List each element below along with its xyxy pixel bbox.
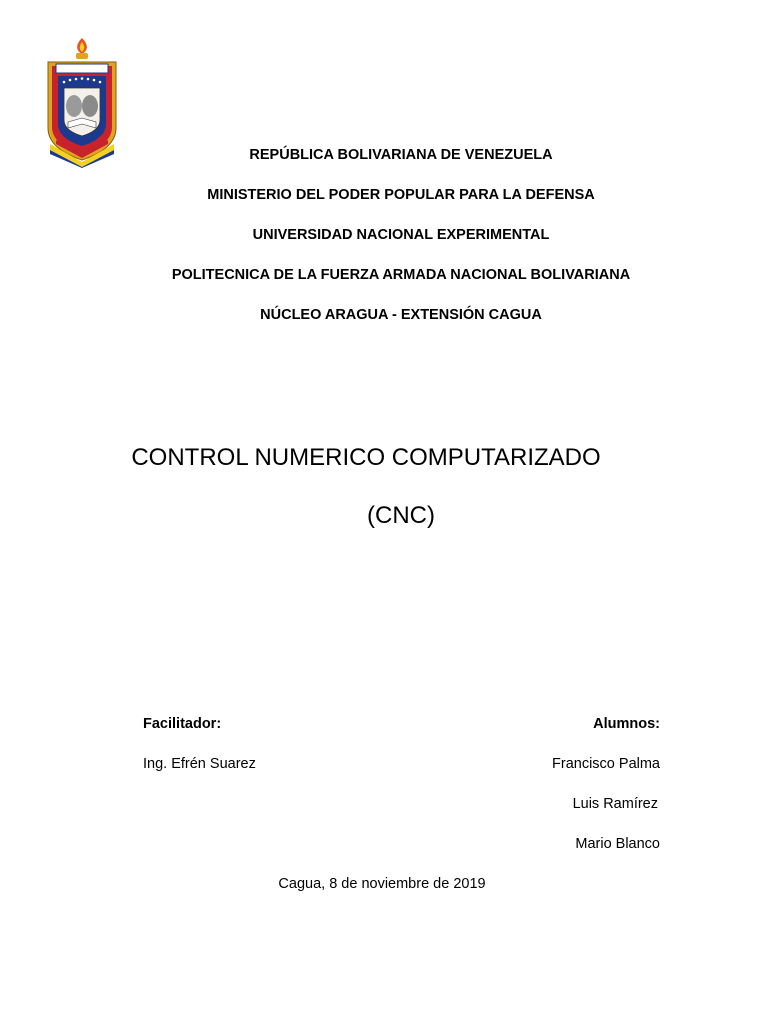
document-title: CONTROL NUMERICO COMPUTARIZADO bbox=[131, 444, 601, 471]
header-country: REPÚBLICA BOLIVARIANA DE VENEZUELA bbox=[249, 147, 553, 163]
header-campus: NÚCLEO ARAGUA - EXTENSIÓN CAGUA bbox=[260, 307, 542, 323]
students-label: Alumnos: bbox=[593, 716, 660, 732]
student-name: Luis Ramírez bbox=[572, 796, 658, 812]
student-name: Mario Blanco bbox=[575, 836, 660, 852]
document-date: Cagua, 8 de noviembre de 2019 bbox=[278, 876, 486, 892]
facilitator-label: Facilitador: bbox=[143, 716, 222, 732]
header-polytechnic: POLITECNICA DE LA FUERZA ARMADA NACIONAL BOLIVARIANA bbox=[171, 267, 631, 283]
facilitator-name: Ing. Efrén Suarez bbox=[143, 756, 256, 772]
header-ministry: MINISTERIO DEL PODER POPULAR PARA LA DEFENSA bbox=[207, 187, 595, 203]
document-subtitle: (CNC) bbox=[367, 502, 435, 529]
student-name: Francisco Palma bbox=[552, 756, 660, 772]
header-university: UNIVERSIDAD NACIONAL EXPERIMENTAL bbox=[252, 227, 550, 243]
